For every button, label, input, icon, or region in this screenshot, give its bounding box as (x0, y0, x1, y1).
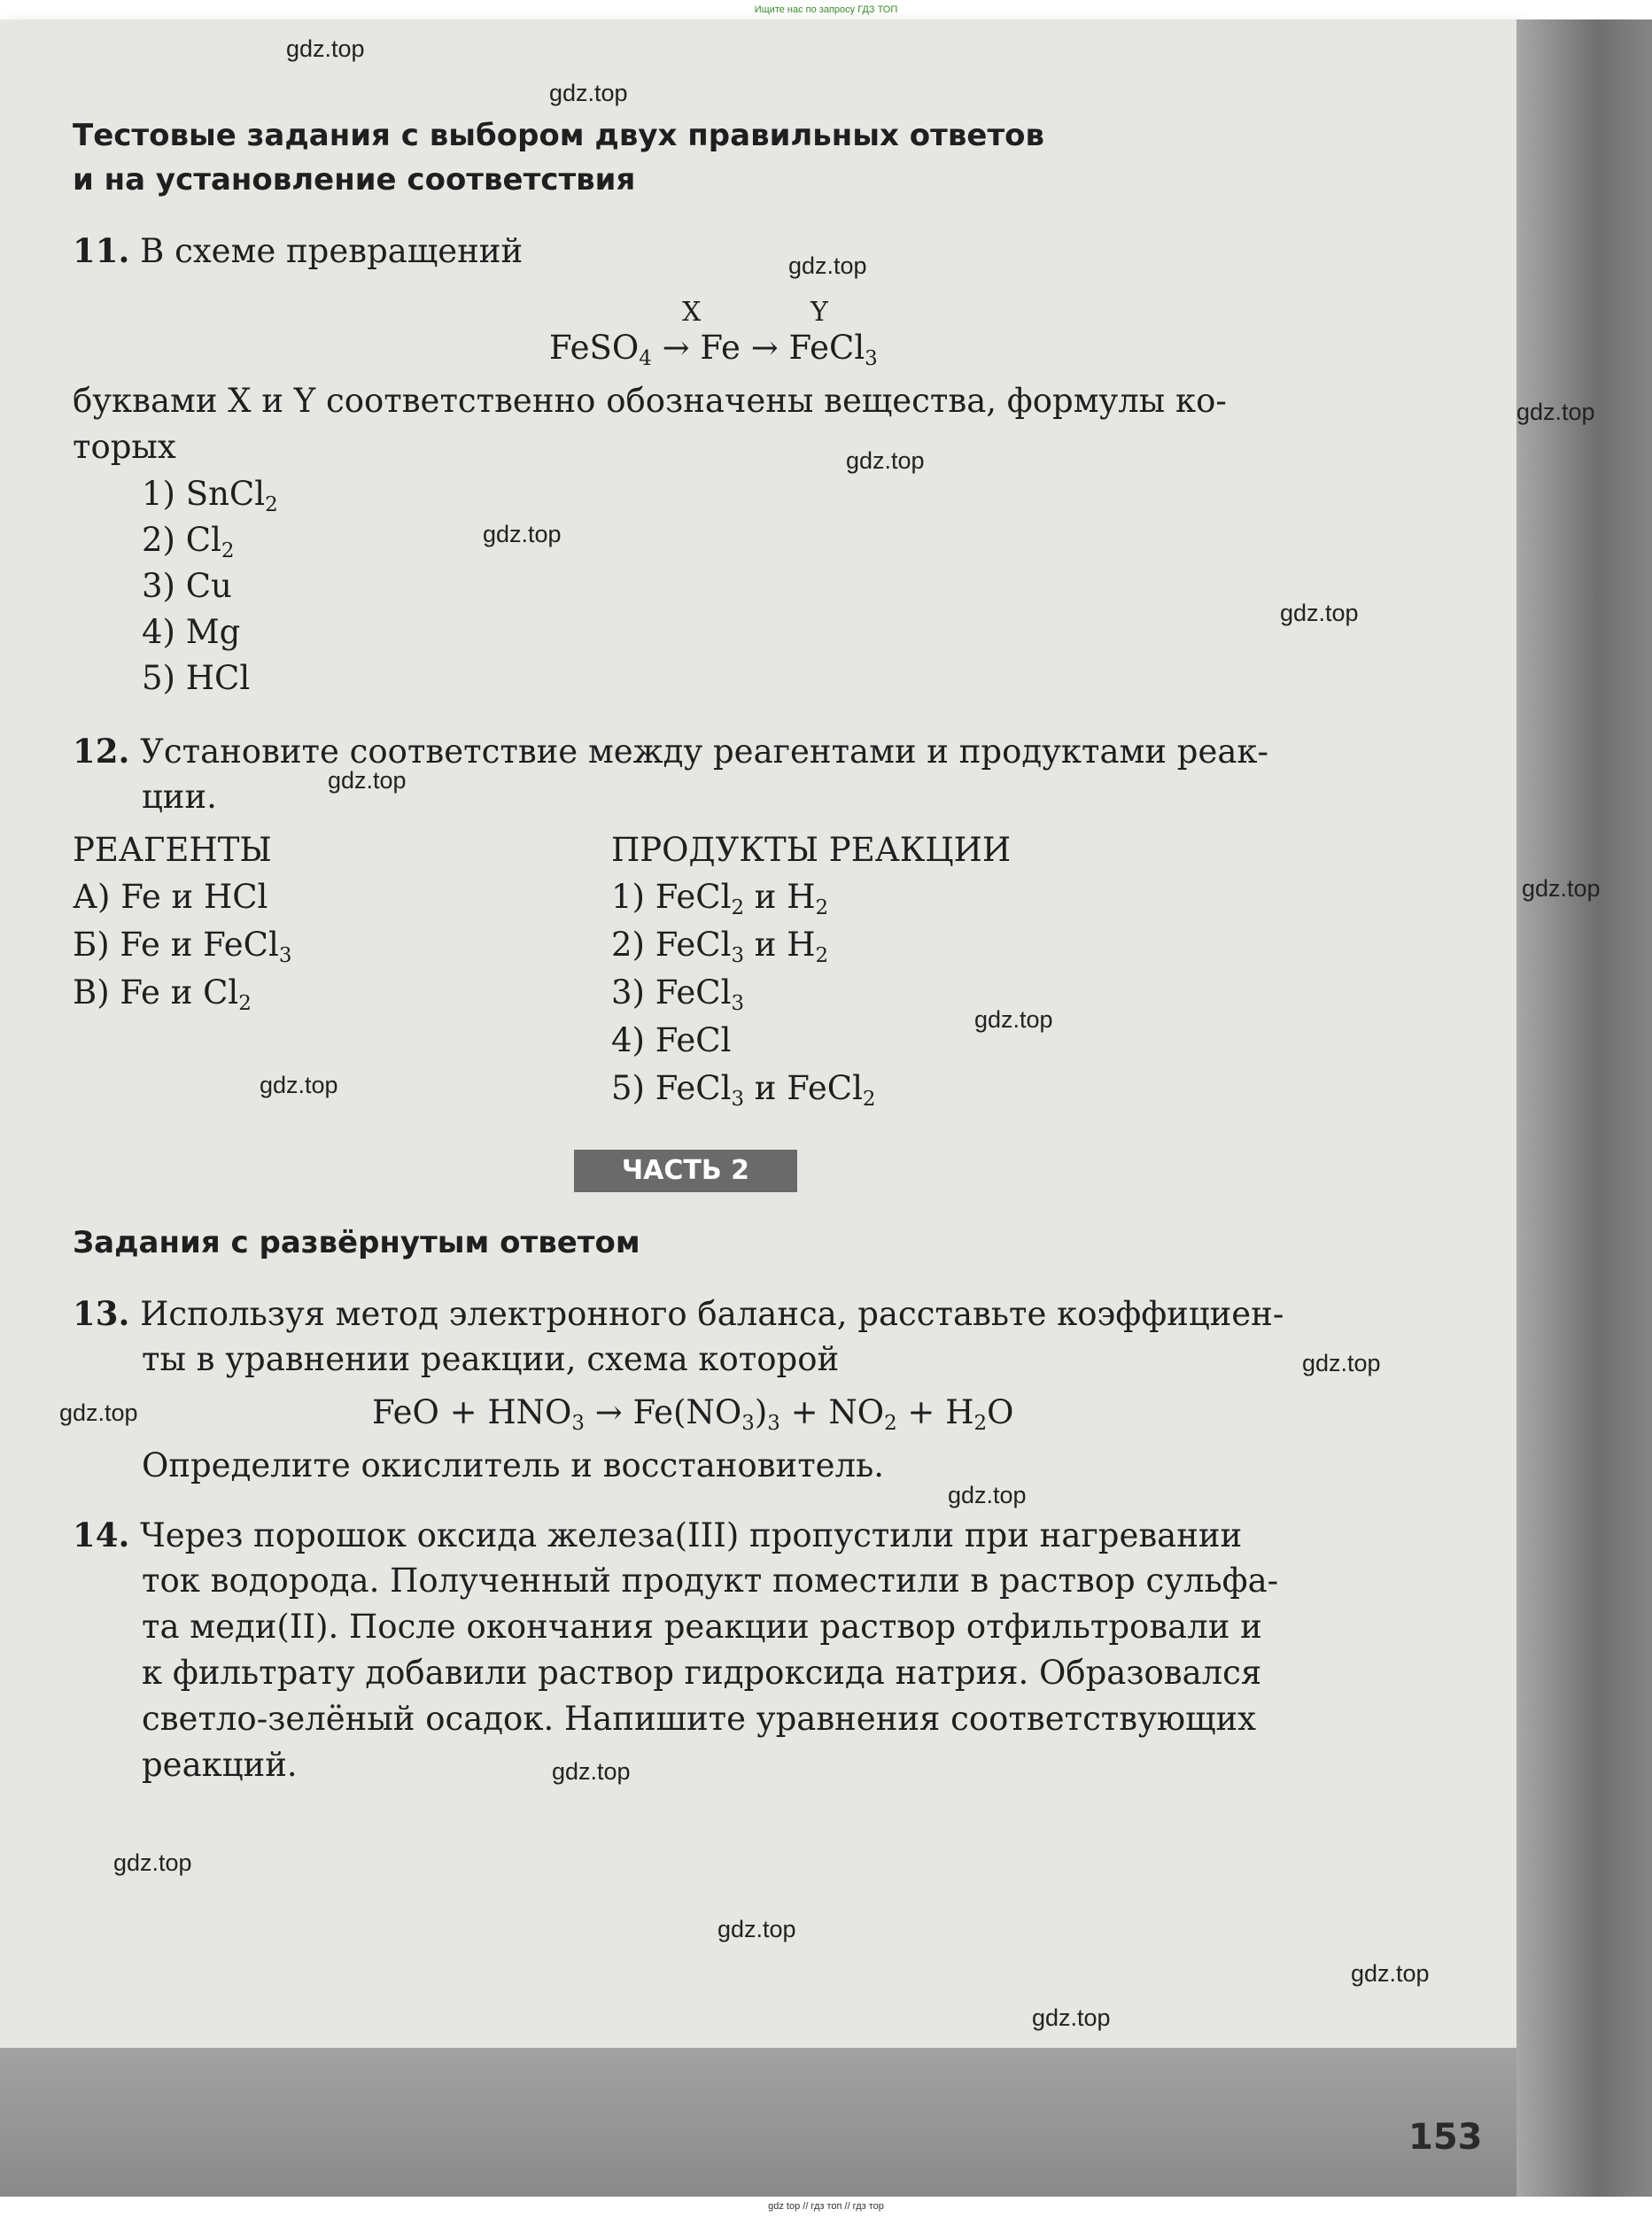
section1-title-line2: и на установление соответствия (73, 162, 636, 198)
watermark: gdz.top (59, 1399, 138, 1426)
section2-title: Задания с развёрнутым ответом (73, 1225, 640, 1260)
q13-equation: FeO + $HNO_3 \to Fe(NO_3)_3 + NO_2 + H_2O$ (372, 1393, 1014, 1435)
q11-option-3: 3) Cu (142, 567, 232, 605)
watermark: gdz.top (788, 252, 867, 279)
q12-number: 12. (73, 732, 130, 771)
q13-line2: ты в уравнении реакции, схема которой (142, 1340, 840, 1378)
page-number: 153 (1408, 2117, 1483, 2158)
q11-option-4: 4) Mg (142, 613, 241, 651)
q12-reagent-v: В) Fe и $Cl_2$ (73, 973, 252, 1015)
q11-option-1: 1) SnCl$_2$ (142, 475, 278, 516)
q11-option-5: 5) HCl (142, 659, 251, 697)
q11-label-x: X (682, 297, 702, 328)
page-lower-shadow (0, 2048, 1516, 2197)
q11-option-2: 2) $Cl_2$ (142, 521, 235, 562)
q12-text-line2: ции. (142, 778, 217, 816)
q12-product-2: 2) FeCl$_3$ и $H_2$ (611, 926, 829, 967)
q11-intro-text: В схеме превращений (140, 232, 524, 270)
section1-title-line1: Тестовые задания с выбором двух правильных ответов (73, 118, 1045, 153)
watermark: gdz.top (948, 1482, 1027, 1508)
q11-text-line2: торых (73, 428, 176, 466)
q12-col-reagents: РЕАГЕНТЫ (73, 831, 272, 869)
textbook-page (0, 19, 1516, 2048)
q12-col-products: ПРОДУКТЫ РЕАКЦИИ (611, 831, 1012, 869)
q14-line2: ток водорода. Полученный продукт поместили в раствор сульфа- (142, 1562, 1279, 1600)
q12-product-4: 4) FeCl (611, 1021, 732, 1059)
watermark: gdz.top (1280, 600, 1359, 626)
q12-reagent-b: Б) Fe и FeCl$_3$ (73, 926, 292, 967)
q12-product-3: 3) FeCl$_3$ (611, 973, 745, 1015)
q13-line3: Определите окислитель и восстановитель. (142, 1446, 884, 1484)
watermark: gdz.top (846, 447, 925, 474)
q12-reagent-a: А) Fe и HCl (73, 878, 268, 916)
watermark: gdz.top (1351, 1960, 1430, 1987)
q14-line4: к фильтрату добавили раствор гидроксида натрия. Образовался (142, 1654, 1262, 1692)
q12-text-line1: 12. Установите соответствие между реагентами и продуктами реак- (73, 732, 1269, 771)
q11-number: 11. (73, 231, 130, 270)
q11-text-line1: буквами X и Y соответственно обозначены вещества, формулы ко- (73, 382, 1227, 420)
watermark: gdz.top (328, 767, 407, 794)
watermark: gdz.top (1302, 1350, 1381, 1376)
q14-line3: та меди(II). После окончания реакции раствор отфильтровали и (142, 1608, 1262, 1646)
book-binding (1516, 19, 1652, 2197)
watermark: gdz.top (974, 1006, 1053, 1033)
q14-line1: 14. Через порошок оксида железа(III) пропустили при нагревании (73, 1515, 1243, 1554)
q14-line5: светло-зелёный осадок. Напишите уравнения соответствующих (142, 1700, 1256, 1738)
q12-product-5: 5) FeCl$_3$ и FeCl$_2$ (611, 1069, 876, 1111)
q13-line1: 13. Используя метод электронного баланса, расставьте коэффициен- (73, 1294, 1284, 1333)
q13-number: 13. (73, 1294, 130, 1333)
watermark: gdz.top (549, 80, 628, 106)
watermark: gdz.top (260, 1072, 338, 1098)
watermark: gdz.top (552, 1758, 631, 1785)
q11-label-y: Y (810, 297, 828, 328)
watermark: gdz.top (717, 1916, 796, 1942)
q12-product-1: 1) FeCl$_2$ и $H_2$ (611, 878, 829, 919)
q14-line6: реакций. (142, 1746, 298, 1784)
q14-number: 14. (73, 1515, 130, 1554)
part2-label: ЧАСТЬ 2 (574, 1150, 797, 1192)
watermark: gdz.top (1522, 875, 1601, 902)
watermark: gdz.top (286, 35, 365, 62)
watermark: gdz.top (1516, 399, 1595, 425)
watermark: gdz.top (1032, 2004, 1111, 2031)
bottom-banner: gdz top // гдз топ // гдз тор (0, 2197, 1652, 2217)
watermark: gdz.top (483, 521, 562, 547)
q11-intro (73, 230, 523, 272)
watermark: gdz.top (113, 1849, 192, 1876)
top-banner: Ищите нас по запросу ГДЗ ТОП (0, 0, 1652, 19)
q11-scheme: FeSO$_4$ → Fe → FeCl$_3$ (549, 329, 878, 370)
